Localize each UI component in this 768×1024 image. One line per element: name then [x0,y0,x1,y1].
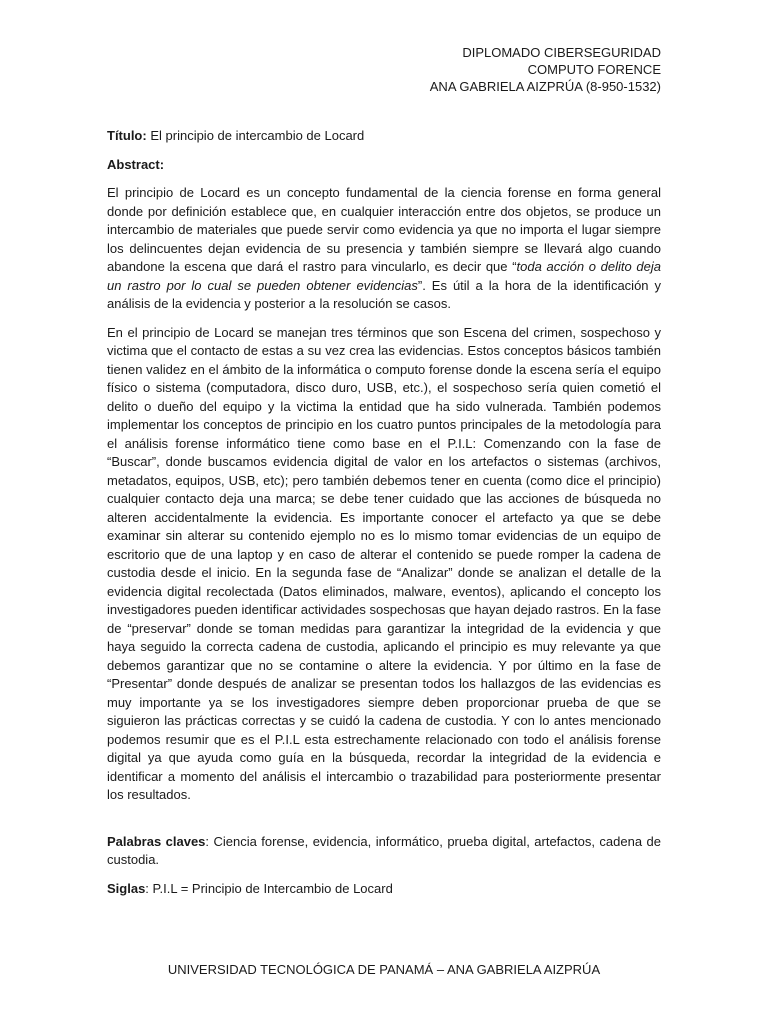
header-author: ANA GABRIELA AIZPRÚA (8-950-1532) [429,79,661,94]
keywords-text: Ciencia forense, evidencia, informático, prueba digital, artefactos, cadena de custodia. [107,833,661,867]
abstract-heading: Abstract: [107,156,165,172]
acronyms-text: P.I.L = Principio de Intercambio de Locard [152,880,393,896]
header-subject: COMPUTO FORENCE [527,62,661,77]
abstract-paragraph-2: En el principio de Locard se manejan tres términos que son Escena del crimen, sospechoso y victima que el contacto de estas a su vez crea las evidencias. Estos conceptos básicos también tienen validez en el ámbito de la informática o computo forense donde la escena sería el equipo físico o sistema (computadora, disco duro, USB, etc.), el sospechoso sería quien cometió el delito o dueño del equipo y la victima la entidad que ha sido vulnerada. También podemos implementar los conceptos de principio en los cuatro puntos principales de la metodología para el análisis forense informático tiene como base en el P.I.L: Comenzando con la fase de “Buscar”, donde buscamos evidencia digital de valor en los artefactos o sistemas (archivos, metadatos, equipos, USB, etc); pero también debemos tener en cuenta (como dice el principio) cualquier contacto deja una marca; se debe tener cuidado que las acciones de búsqueda no alteren accidentalmente la evidencia. Es importante conocer el artefacto ya que se debe examinar sin alterar su contenido ejemplo no es lo mismo tomar evidencias de un equipo de escritorio que de una laptop y en caso de alterar el contenido se puede romper la cadena de custodia desde el inicio. En la segunda fase de “Analizar” donde se analizan el detalle de la evidencia digital recolectada (Datos eliminados, malware, eventos), aplicando el concepto los investigadores pueden identificar actividades sospechosas que hayan dejado rastros. En la fase de “preservar” donde se toman medidas para garantizar la integridad de la evidencia y que haya seguido la correcta cadena de custodia, aplicando el principio es muy relevante ya que debemos garantizar que no se contamine o altere la evidencia. Y por último en la fase de “Presentar” donde después de analizar se presentan todos los hallazgos de las evidencias es muy importante ya se los investigadores siempre deben proporcionar prueba de que se siguieron las prácticas correctas y se cuidó la cadena de custodia. Y con lo antes mencionado podemos resumir que es el P.I.L esta estrechamente relacionado con todo el análisis forense digital ya que ayuda como guía en la búsqueda, recordar la integridad de la evidencia e identificar a momento del análisis el intercambio o trazabilidad para posteriormente presentar los resultados. [107,324,661,802]
keywords-label: Palabras claves [107,833,206,849]
document-title [107,127,661,146]
keywords: Palabras claves: Ciencia forense, evidencia, informático, prueba digital, artefactos, cadena de custodia. [107,833,661,867]
title-text: El principio de intercambio de Locard [150,128,365,143]
document-body [107,127,661,898]
document-footer: UNIVERSIDAD TECNOLÓGICA DE PANAMÁ – ANA GABRIELA AIZPRÚA [167,962,601,977]
document-header [430,44,661,95]
title-label: Título [107,128,143,143]
abstract-paragraph-1: El principio de Locard es un concepto fundamental de la ciencia forense en forma general donde por definición establece que, en cualquier interacción entre dos objetos, se produce un intercambio de materiales que puede servir como evidencia ya que no importa el lugar siempre los delincuentes dejan evidencia de su presencia y también siempre se llevará algo cuando abandone la escena que dará el rastro para vincularlo, es decir que “toda acción o delito deja un rastro por lo cual se pueden obtener evidencias”. Es útil a la hora de la identificación y análisis de la evidencia y posterior a la resolución se casos. [107,185,662,311]
locard-quote: toda acción o delito deja un rastro por lo cual se pueden obtener evidencias [107,259,662,293]
acronyms-label: Siglas [107,880,146,896]
acronyms: Siglas: P.I.L = Principio de Intercambio de Locard [107,880,393,896]
header-course: DIPLOMADO CIBERSEGURIDAD [462,45,661,60]
title-separator: : [142,128,151,143]
